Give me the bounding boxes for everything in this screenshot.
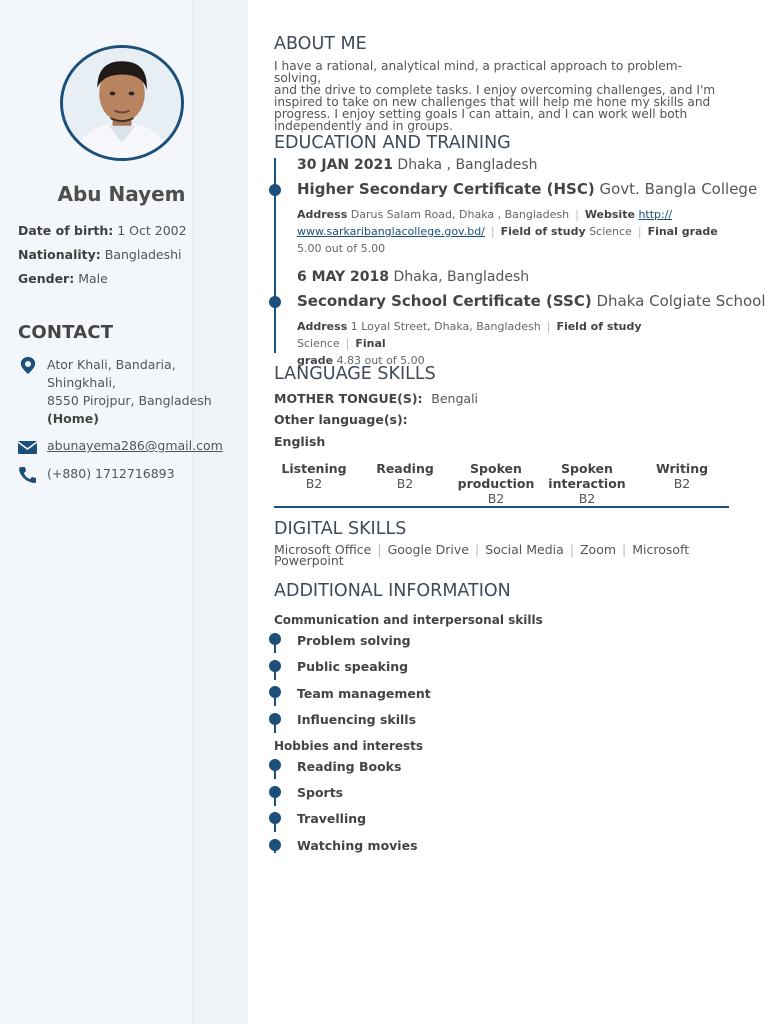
hobby-item: Sports (297, 785, 344, 800)
digital-skill: Zoom (579, 542, 617, 557)
about-line-3: inspired to take on new challenges that will help me hone my skills and (274, 95, 711, 109)
gender-label: Gender: (18, 271, 75, 286)
about-line-4: progress. I enjoy setting goals I can attain, and I can work well both (274, 107, 688, 121)
edu-1-institution: Govt. Bangla College (599, 180, 758, 198)
phone-icon (18, 466, 38, 484)
email-link[interactable]: abunayema286@gmail.com (47, 438, 223, 453)
about-line-2: and the drive to complete tasks. I enjoy overcoming challenges, and I'm (274, 83, 716, 97)
other-language-name: English (274, 434, 326, 449)
digital-title: DIGITAL SKILLS (274, 519, 407, 539)
location-pin-icon (18, 357, 38, 375)
dob-label: Date of birth: (18, 223, 114, 238)
lang-col-spoken-production (456, 461, 536, 506)
edu-1-address: Darus Salam Road, Dhaka , Bangladesh (350, 208, 570, 221)
edu-2-institution: Dhaka Colgiate School (596, 292, 766, 310)
comm-skill-item: Problem solving (297, 633, 411, 648)
hobbies-heading: Hobbies and interests (274, 739, 424, 753)
address-line-1: Ator Khali, Bandaria, (47, 357, 176, 372)
hobby-item: Reading Books (297, 759, 402, 774)
mother-tongue-label: MOTHER TONGUE(S): (274, 391, 423, 406)
edu-2-field: Science (297, 337, 340, 350)
edu-1-website-link-part-1[interactable]: http:// (638, 208, 673, 221)
lang-col-value: B2 (578, 491, 596, 506)
dob-value: 1 Oct 2002 (117, 223, 187, 238)
lang-col-value: B2 (487, 491, 505, 506)
lang-col-writing (642, 461, 722, 491)
mother-tongue-row (274, 391, 478, 406)
edu-2-address: 1 Loyal Street, Dhaka, Bangladesh (350, 320, 541, 333)
lang-col-spoken-interaction (547, 461, 627, 506)
timeline-segment (274, 686, 276, 706)
about-title: ABOUT ME (274, 34, 367, 54)
contact-email (18, 437, 233, 455)
contact-phone (18, 465, 233, 483)
contact-address (18, 356, 233, 428)
edu-1-location: Dhaka , Bangladesh (397, 157, 538, 173)
lang-col-header-2: production (457, 476, 535, 491)
sidebar-edge (192, 0, 248, 1024)
edu-1-field: Science (589, 225, 632, 238)
edu-1-date-row (297, 157, 538, 173)
edu-2-address-label: Address (297, 320, 348, 333)
other-languages-label: Other language(s): (274, 412, 408, 427)
edu-1-details: Address Darus Salam Road, Dhaka , Bangladesh | Website http:// www.sarkaribanglacollege.gov.bd/ | Field of study Science | Final grade 5.00 out of 5.00 (297, 206, 733, 257)
edu-1-address-label: Address (297, 208, 348, 221)
lang-col-value: B2 (396, 476, 414, 491)
address-type: (Home) (47, 411, 99, 426)
gender-row (18, 271, 108, 286)
languages-title: LANGUAGE SKILLS (274, 364, 436, 384)
digital-skill: Powerpoint (274, 553, 344, 568)
lang-col-header: Listening (281, 461, 347, 476)
timeline-segment (274, 812, 276, 832)
nationality-label: Nationality: (18, 247, 101, 262)
nationality-value: Bangladeshi (104, 247, 182, 262)
edu-2-date-row (297, 269, 529, 285)
edu-2-grade: 4.83 out of 5.00 (336, 354, 425, 367)
lang-col-value: B2 (305, 476, 323, 491)
communication-skills-heading: Communication and interpersonal skills (274, 613, 543, 627)
digital-skill: Microsoft (632, 542, 690, 557)
hobby-item: Watching movies (297, 838, 418, 853)
lang-col-listening (274, 461, 354, 491)
edu-2-details: Address 1 Loyal Street, Dhaka, Bangladesh | Field of study Science | Final grade 4.83 out of 5.00 (297, 320, 642, 367)
edu-1-website-link-part-2[interactable]: www.sarkaribanglacollege.gov.bd/ (297, 225, 485, 238)
comm-skill-item: Team management (297, 686, 431, 701)
timeline-dot (269, 296, 281, 308)
digital-skill: Social Media (485, 542, 564, 557)
edu-1-date: 30 JAN 2021 (297, 157, 393, 173)
lang-col-header-2: interaction (548, 476, 626, 491)
edu-1-field-label: Field of study (500, 225, 586, 238)
edu-1-website-label: Website (584, 208, 635, 221)
profile-photo (60, 45, 184, 161)
envelope-icon (18, 438, 38, 456)
edu-1-grade: 5.00 out of 5.00 (297, 242, 386, 255)
lang-col-value: B2 (673, 476, 691, 491)
mother-tongue-value: Bengali (431, 391, 479, 406)
address-line-2: Shingkhali, (47, 375, 116, 390)
edu-1-grade-label: Final grade (647, 225, 718, 238)
timeline-dot (269, 633, 281, 645)
edu-2-grade-label-part-1: Final (355, 337, 386, 350)
address-line-3: 8550 Pirojpur, Bangladesh (47, 393, 212, 408)
edu-2-grade-label-part-2: grade (297, 354, 334, 367)
dob-row (18, 223, 187, 238)
hobby-item: Travelling (297, 811, 367, 826)
phone-number: (+880) 1712716893 (47, 466, 175, 481)
comm-skill-item: Influencing skills (297, 712, 417, 727)
profile-name: Abu Nayem (57, 182, 186, 206)
gender-value: Male (78, 271, 108, 286)
about-line-5: independently and in groups. (274, 119, 453, 133)
edu-1-title-row (297, 180, 757, 198)
language-skills-table (274, 461, 729, 508)
education-title: EDUCATION AND TRAINING (274, 133, 511, 153)
edu-2-degree: Secondary School Certificate (SSC) (297, 292, 592, 310)
lang-col-header: Writing (655, 461, 709, 476)
lang-col-header: Reading (376, 461, 434, 476)
edu-2-date: 6 MAY 2018 (297, 269, 390, 285)
edu-2-title-row (297, 292, 766, 310)
nationality-row (18, 247, 182, 262)
avatar (63, 48, 181, 158)
about-text (274, 60, 724, 132)
contact-title: CONTACT (18, 322, 114, 343)
digital-skills-list: Microsoft Office | Google Drive | Social Media | Zoom | Microsoft Powerpoint (274, 544, 724, 566)
digital-skill: Google Drive (387, 542, 469, 557)
additional-title: ADDITIONAL INFORMATION (274, 581, 511, 601)
timeline-segment (274, 660, 276, 680)
timeline-segment (274, 839, 276, 853)
sidebar (0, 0, 248, 1024)
timeline-segment (274, 786, 276, 806)
lang-col-header: Spoken (561, 461, 613, 476)
digital-skill: Microsoft Office (274, 542, 372, 557)
lang-col-header: Spoken (470, 461, 522, 476)
timeline-dot (269, 184, 281, 196)
timeline-segment (274, 713, 276, 733)
edu-2-location: Dhaka, Bangladesh (393, 269, 530, 285)
timeline-segment (274, 759, 276, 779)
edu-1-degree: Higher Secondary Certificate (HSC) (297, 180, 595, 198)
comm-skill-item: Public speaking (297, 659, 409, 674)
lang-col-reading (365, 461, 445, 491)
edu-2-field-label: Field of study (556, 320, 642, 333)
about-line-1: I have a rational, analytical mind, a practical approach to problem-solving, (274, 59, 683, 85)
